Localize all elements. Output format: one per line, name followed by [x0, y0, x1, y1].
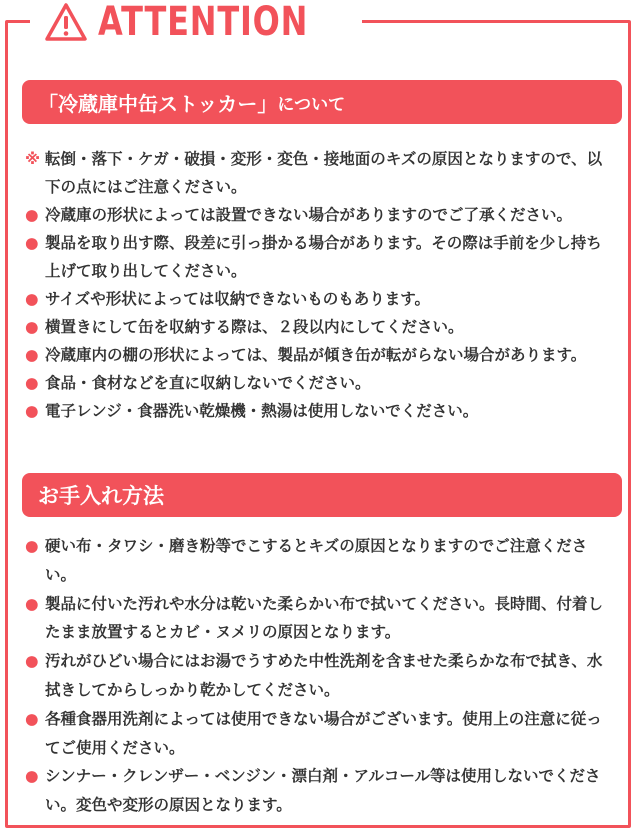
- list-item-text: サイズや形状によっては収納できないものもあります。: [45, 290, 431, 308]
- list-item: [25, 705, 617, 763]
- list-item: [25, 647, 617, 705]
- list-item-text: 硬い布・タワシ・磨き粉等でこするとキズの原因となりますのでご注意ください。: [45, 537, 588, 584]
- bullet-mark: ●: [25, 206, 39, 224]
- bullet-mark: ●: [25, 594, 39, 613]
- list-item-text: 汚れがひどい場合にはお湯でうすめた中性洗剤を含ませた柔らかな布で拭き、水拭きしてからしっかり乾かしてください。: [45, 652, 603, 699]
- attention-title: ATTENTION: [98, 0, 309, 45]
- list-item-text: 横置きにして缶を収納する際は、２段以内にしてください。: [45, 318, 464, 336]
- bullet-mark: ●: [25, 290, 39, 308]
- list-item: [25, 762, 617, 820]
- list-item-text: 製品を取り出す際、段差に引っ掛かる場合があります。その際は手前を少し持ち上げて取り出してください。: [45, 234, 602, 280]
- list-item: [25, 229, 617, 285]
- list-item-text: 冷蔵庫内の棚の形状によっては、製品が傾き缶が転がらない場合があります。: [45, 346, 587, 364]
- list-item: [25, 285, 617, 313]
- attention-header: [30, 0, 362, 44]
- caution-list: [25, 145, 617, 425]
- bullet-mark: ●: [25, 318, 39, 336]
- list-item: [25, 532, 617, 590]
- bullet-mark: ●: [25, 346, 39, 364]
- bullet-mark: ●: [25, 709, 39, 728]
- bullet-mark: ●: [25, 234, 39, 252]
- list-item: [25, 397, 617, 425]
- list-item-text: 食品・食材などを直に収納しないでください。: [45, 374, 371, 392]
- list-item: [25, 369, 617, 397]
- list-item-text: 電子レンジ・食器洗い乾燥機・熱湯は使用しないでください。: [45, 402, 479, 420]
- bullet-mark: ●: [25, 652, 39, 671]
- section-title-main: 「冷蔵庫中缶ストッカー」: [38, 91, 278, 116]
- list-item-text: 各種食器用洗剤によっては使用できない場合がございます。使用上の注意に従ってご使用ください。: [45, 709, 602, 757]
- list-item: [25, 590, 617, 648]
- list-item-text: 冷蔵庫の形状によっては設置できない場合がありますのでご了承ください。: [45, 206, 573, 224]
- bullet-mark: ●: [25, 374, 39, 392]
- warning-triangle-icon: [44, 2, 88, 42]
- list-item: [25, 313, 617, 341]
- list-item: [25, 201, 617, 229]
- list-item-text: 製品に付いた汚れや水分は乾いた柔らかい布で拭いてください。長時間、付着したまま放置するとカビ・ヌメリの原因となります。: [45, 594, 604, 642]
- list-item: [25, 341, 617, 369]
- bullet-mark: ●: [25, 767, 39, 786]
- bullet-mark: ●: [25, 402, 39, 420]
- list-item-text: シンナー・クレンザー・ベンジン・漂白剤・アルコール等は使用しないでください。変色や変形の原因となります。: [45, 767, 601, 815]
- bullet-mark: ※: [25, 150, 41, 168]
- list-item-text: 転倒・落下・ケガ・破損・変形・変色・接地面のキズの原因となりますので、以下の点にはご注意ください。: [45, 150, 603, 196]
- section-title-care: お手入れ方法: [22, 473, 622, 517]
- bullet-mark: ●: [25, 537, 39, 555]
- section-title-stocker: [22, 80, 622, 124]
- list-item: [25, 145, 617, 201]
- section-title-suffix: について: [277, 94, 346, 115]
- care-list: [25, 532, 617, 820]
